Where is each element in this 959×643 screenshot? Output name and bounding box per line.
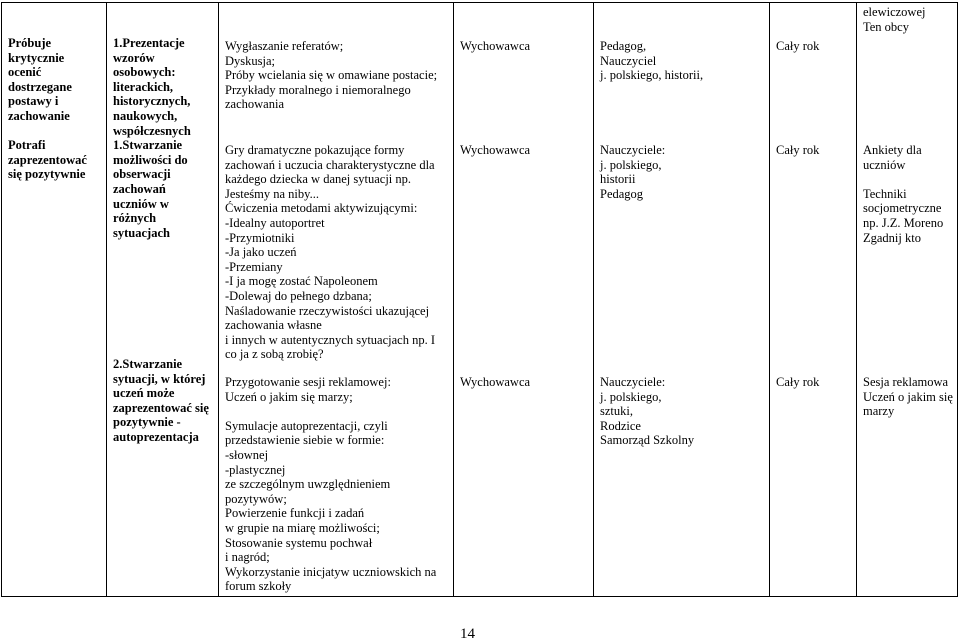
- methods-block-1: Wygłaszanie referatów; Dyskusja; Próby wcielania się w omawiane postacie; Przykłady moralnego i niemoralnego zachowania: [225, 39, 438, 112]
- partners-2: Nauczyciele: j. polskiego, historii Pedagog: [600, 143, 666, 201]
- timeline-1: Cały rok: [776, 39, 820, 53]
- timeline-3: Cały rok: [776, 375, 820, 389]
- col-methods: [219, 3, 454, 597]
- page-number: 14: [460, 626, 475, 642]
- col-timeline: [770, 3, 857, 597]
- evaluation-2: Ankiety dla uczniów Techniki socjometryczne np. J.Z. Moreno Zgadnij kto: [863, 143, 944, 245]
- methods-block-3: Przygotowanie sesji reklamowej: Uczeń o jakim się marzy; Symulacje autoprezentacji, czyli przedstawienie siebie w formie: -słownej -plastycznej ze szczególnym uwzględnieniem pozytywów; Powierzenie funkcji i zadań w grupie na miarę możliwości; Stosowanie systemu pochwał i nagród; Wykorzystanie inicjatyw uczniowskich na forum szkoły: [225, 375, 437, 594]
- evaluation-1: elewiczowej Ten obcy: [863, 5, 926, 34]
- col-partners: [594, 3, 770, 597]
- partners-1: Pedagog, Nauczyciel j. polskiego, historii,: [600, 39, 704, 83]
- col-evaluation: [857, 3, 958, 597]
- evaluation-3: Sesja reklamowa Uczeń o jakim się marzy: [863, 375, 953, 419]
- responsible-3: Wychowawca: [460, 375, 531, 389]
- timeline-2: Cały rok: [776, 143, 820, 157]
- col-objectives: Próbuje krytycznie ocenić dostrzegane postawy i zachowanie Potrafi zaprezentować się pozytywnie: [2, 3, 107, 597]
- plan-table: [1, 2, 958, 597]
- col-tasks: 1.Prezentacje wzorów osobowych: literackich, historycznych, naukowych, współczesnych 1.Stwarzanie możliwości do obserwacji zachowań uczniów w różnych sytuacjach 2.Stwarzanie sytuacji, w której uczeń może zaprezentować się pozytywnie -autoprezentacja: [107, 3, 219, 597]
- responsible-1: Wychowawca: [460, 39, 531, 53]
- table-row: [2, 3, 958, 597]
- responsible-2: Wychowawca: [460, 143, 531, 157]
- methods-block-2: Gry dramatyczne pokazujące formy zachowań i uczucia charakterystyczne dla każdego dziecka w danej sytuacji np. Jesteśmy na niby... Ćwiczenia metodami aktywizującymi: -Idealny autoportret -Przymiotniki -Ja jako uczeń -Przemiany -I ja mogę zostać Napoleonem -Dolewaj do pełnego dzbana; Naśladowanie rzeczywistości ukazującej zachowania własne i innych w autentycznych sytuacjach np. I co ja z sobą zrobię?: [225, 143, 435, 362]
- partners-3: Nauczyciele: j. polskiego, sztuki, Rodzice Samorząd Szkolny: [600, 375, 695, 448]
- col-responsible: [454, 3, 594, 597]
